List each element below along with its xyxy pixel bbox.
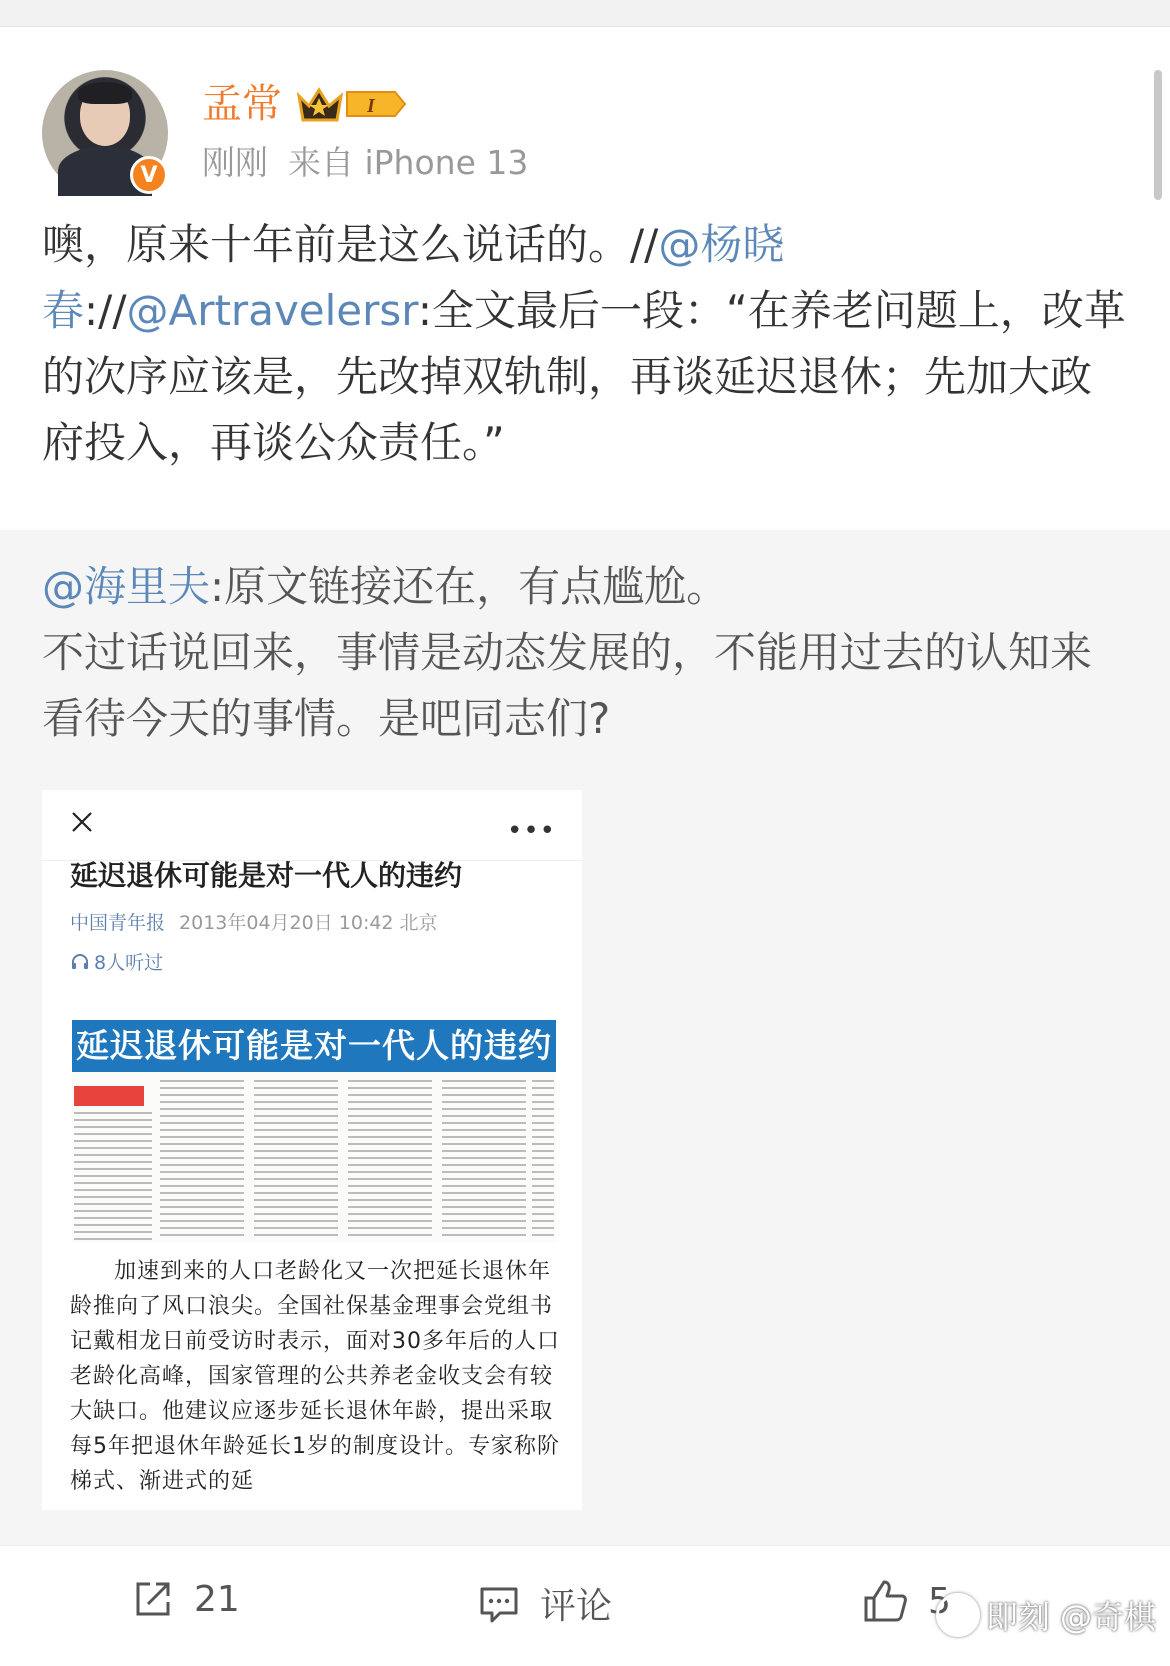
post-meta — [202, 142, 528, 184]
mention-link[interactable]: @海里夫 — [42, 562, 211, 611]
like-count: 5 — [928, 1580, 951, 1622]
watermark — [936, 1592, 1156, 1638]
retweet-text — [42, 554, 1132, 752]
clipping-column — [160, 1080, 244, 1240]
clipping-column — [442, 1080, 526, 1240]
post-text — [42, 212, 1132, 476]
more-icon[interactable]: ••• — [506, 816, 556, 846]
mention-link[interactable]: @Artravelersr — [126, 286, 418, 335]
avatar[interactable] — [42, 70, 168, 196]
repost-icon — [132, 1578, 174, 1620]
article-toolbar — [42, 790, 582, 861]
post-time: 刚刚 — [202, 143, 268, 182]
verified-badge-icon: V — [130, 156, 168, 194]
post-text-part3: :全文最后一段：“在养老问题上，改革的次序应该是，先改掉双轨制，再谈延迟退休；先加大政府投入，再谈公众责任。” — [42, 286, 1126, 467]
article-title: 延迟退休可能是对一代人的违约 — [70, 859, 463, 892]
post-text-part2: :// — [84, 286, 127, 335]
post-header — [42, 70, 1122, 200]
retweet-text-part2: 不过话说回来，事情是动态发展的，不能用过去的认知来看待今天的事情。是吧同志们? — [42, 628, 1093, 743]
watermark-text: 即刻 @奇棋 — [985, 1598, 1156, 1636]
clipping-logo — [74, 1086, 144, 1106]
username[interactable]: 孟常 — [202, 81, 282, 127]
repost-count: 21 — [194, 1578, 240, 1620]
comment-icon — [478, 1583, 520, 1625]
article-date: 2013年04月20日 10:42 北京 — [179, 912, 438, 934]
listeners-count: 8人听过 — [94, 952, 164, 974]
retweet-text-part1: :原文链接还在，有点尴尬。 — [210, 562, 729, 611]
mention-link[interactable]: @杨晓春 — [42, 220, 785, 335]
top-bar — [0, 0, 1170, 27]
crown-level-icon[interactable] — [295, 82, 407, 126]
article-meta — [70, 908, 438, 935]
avatar-hair — [78, 82, 132, 104]
headphone-icon — [70, 952, 90, 972]
retweet-block[interactable] — [0, 530, 1170, 1545]
article-screenshot[interactable] — [42, 790, 582, 1510]
article-listeners — [70, 948, 163, 975]
clipping-column — [74, 1112, 152, 1240]
repost-button[interactable] — [132, 1578, 240, 1620]
action-bar — [0, 1545, 1170, 1666]
clipping-column — [254, 1080, 338, 1240]
post-source: 来自 iPhone 13 — [288, 143, 529, 182]
clipping-banner: 延迟退休可能是对一代人的违约 — [72, 1020, 556, 1072]
article-source[interactable]: 中国青年报 — [70, 912, 166, 934]
comment-button[interactable] — [478, 1578, 612, 1629]
post-text-part1: 噢，原来十年前是这么说话的。// — [42, 220, 659, 269]
clipping-column — [348, 1080, 432, 1240]
comment-label: 评论 — [540, 1586, 613, 1627]
jike-logo-icon — [936, 1593, 980, 1637]
scrollbar[interactable] — [1154, 70, 1162, 200]
newspaper-clipping — [72, 1020, 556, 1242]
like-icon — [862, 1578, 908, 1624]
clipping-column — [532, 1080, 554, 1240]
article-body — [70, 1254, 560, 1499]
article-paragraph: 加速到来的人口老龄化又一次把延长退休年龄推向了风口浪尖。全国社保基金理事会党组书记戴相龙日前受访时表示，面对30多年后的人口老龄化高峰，国家管理的公共养老金收支会有较大缺口。他建议应逐步延长退休年龄，提出采取每5年把退休年龄延长1岁的制度设计。专家称阶梯式、渐进式的延 — [70, 1259, 560, 1494]
member-level-text: I — [367, 95, 375, 117]
close-icon[interactable] — [70, 810, 94, 834]
